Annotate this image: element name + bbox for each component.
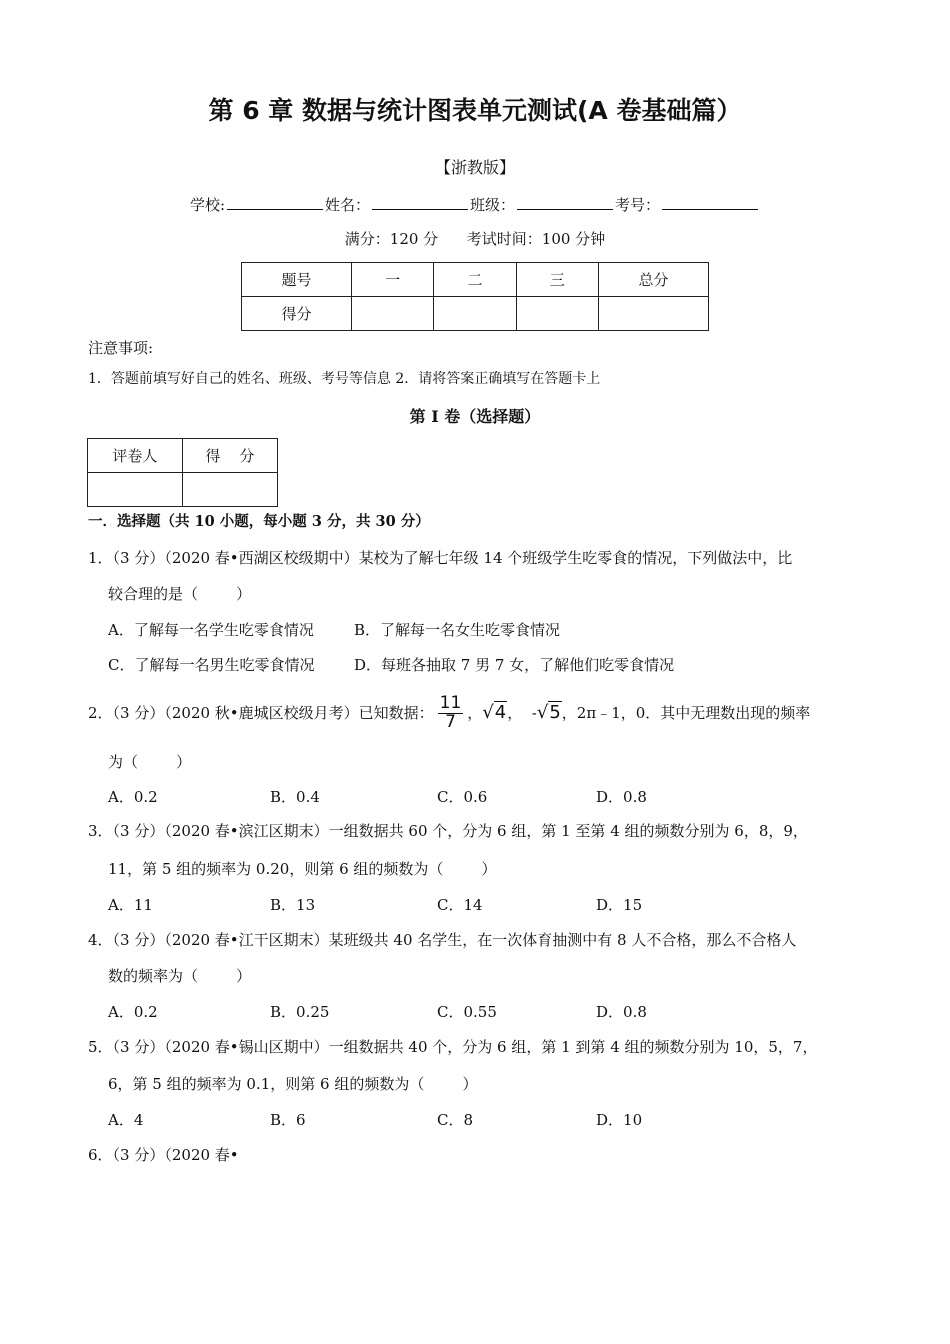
q1-option-b[interactable]: B．了解每一名女生吃零食情况: [354, 621, 561, 639]
question-1-line1: 1．（3 分）（2020 春•西湖区校级期中）某校为了解七年级 14 个班级学生吃零食的情况，下列做法中，比: [88, 549, 793, 567]
question-1-line2: 较合理的是（ ）: [108, 585, 252, 603]
q5-option-b[interactable]: B．6: [270, 1111, 306, 1129]
score-table-header: 二: [434, 263, 516, 297]
class-blank[interactable]: [517, 194, 613, 210]
school-label: 学校:: [189, 196, 225, 214]
question-2-line1: [88, 688, 810, 738]
sqrt-5: √5: [536, 702, 561, 724]
score-table-header: 一: [352, 263, 434, 297]
q3-option-b[interactable]: B．13: [270, 896, 316, 914]
q2-suffix: ，2π﹣1，0．其中无理数出现的频率: [561, 704, 811, 722]
score-table: [241, 262, 709, 331]
grader-header: 评卷人: [88, 439, 183, 473]
question-3-line1: 3．（3 分）（2020 春•滨江区期末）一组数据共 60 个，分为 6 组，第 1 至第 4 组的频数分别为 6，8，9，: [88, 822, 808, 840]
page-title: 第 6 章 数据与统计图表单元测试(A 卷基础篇）: [208, 96, 742, 125]
score-table-header: 三: [516, 263, 598, 297]
fraction-denominator: 7: [445, 711, 456, 732]
exam-no-blank[interactable]: [662, 194, 758, 210]
q4-option-d[interactable]: D．0.8: [596, 1003, 647, 1021]
notes-heading: 注意事项:: [88, 339, 154, 357]
q3-option-d[interactable]: D．15: [596, 896, 643, 914]
question-5-line1: 5．（3 分）（2020 春•锡山区期中）一组数据共 40 个，分为 6 组，第 1 到第 4 组的频数分别为 10，5，7，: [88, 1038, 818, 1056]
q5-option-c[interactable]: C．8: [437, 1111, 474, 1129]
grader-cell[interactable]: [182, 473, 277, 507]
q1-option-c[interactable]: C．了解每一名男生吃零食情况: [108, 656, 315, 674]
q3-option-c[interactable]: C．14: [437, 896, 483, 914]
q2-sep2: ， -: [507, 704, 537, 722]
school-blank[interactable]: [227, 194, 323, 210]
q1-option-a[interactable]: A．了解每一名学生吃零食情况: [108, 621, 314, 639]
q2-prefix: 2．（3 分）（2020 秋•鹿城区校级月考）已知数据：: [88, 704, 434, 722]
sqrt-radicand: 5: [549, 702, 561, 724]
q5-option-a[interactable]: A．4: [108, 1111, 144, 1129]
section-title: 第 I 卷（选择题）: [409, 407, 541, 426]
class-label: 班级：: [470, 196, 516, 214]
grader-cell[interactable]: [88, 473, 183, 507]
question-2-line2: 为（ ）: [108, 753, 192, 771]
q4-option-b[interactable]: B．0.25: [270, 1003, 330, 1021]
fraction-numerator: 11: [439, 692, 462, 713]
sqrt-4: √4: [482, 702, 507, 724]
sqrt-radicand: 4: [494, 702, 507, 724]
score-cell[interactable]: [434, 297, 516, 331]
grader-header: 得 分: [182, 439, 277, 473]
q1-option-d[interactable]: D．每班各抽取 7 男 7 女，了解他们吃零食情况: [354, 656, 675, 674]
q2-option-c[interactable]: C．0.6: [437, 788, 488, 806]
question-4-line1: 4．（3 分）（2020 春•江干区期末）某班级共 40 名学生，在一次体育抽测中有 8 人不合格，那么不合格人: [88, 931, 797, 949]
question-3-line2: 11，第 5 组的频率为 0.20，则第 6 组的频数为（ ）: [108, 860, 497, 878]
q2-option-b[interactable]: B．0.4: [270, 788, 320, 806]
q4-option-c[interactable]: C．0.55: [437, 1003, 497, 1021]
grader-table: [87, 438, 278, 507]
score-info: 满分：120 分 考试时间：100 分钟: [344, 230, 606, 248]
part-title: 一．选择题（共 10 小题，每小题 3 分，共 30 分）: [88, 513, 430, 530]
q3-option-a[interactable]: A．11: [108, 896, 153, 914]
score-cell[interactable]: [516, 297, 598, 331]
student-info-line: [0, 194, 950, 214]
q4-option-a[interactable]: A．0.2: [108, 1003, 158, 1021]
name-label: 姓名：: [325, 196, 371, 214]
score-table-header: 题号: [242, 263, 352, 297]
score-table-header: 总分: [598, 263, 708, 297]
q2-option-a[interactable]: A．0.2: [108, 788, 158, 806]
edition-label: 【浙教版】: [434, 158, 515, 177]
q5-option-d[interactable]: D．10: [596, 1111, 643, 1129]
exam-no-label: 考号：: [615, 196, 661, 214]
fraction: [438, 692, 464, 732]
score-cell[interactable]: [598, 297, 708, 331]
score-row-label: 得分: [242, 297, 352, 331]
score-cell[interactable]: [352, 297, 434, 331]
question-5-line2: 6，第 5 组的频率为 0.1，则第 6 组的频数为（ ）: [108, 1075, 478, 1093]
question-4-line2: 数的频率为（ ）: [108, 967, 252, 985]
name-blank[interactable]: [372, 194, 468, 210]
q2-sep1: ，: [467, 704, 483, 722]
question-6-line1: 6．（3 分）（2020 春•: [88, 1146, 239, 1164]
notes-text: 1．答题前填写好自己的姓名、班级、考号等信息 2．请将答案正确填写在答题卡上: [88, 371, 601, 387]
q2-option-d[interactable]: D．0.8: [596, 788, 647, 806]
